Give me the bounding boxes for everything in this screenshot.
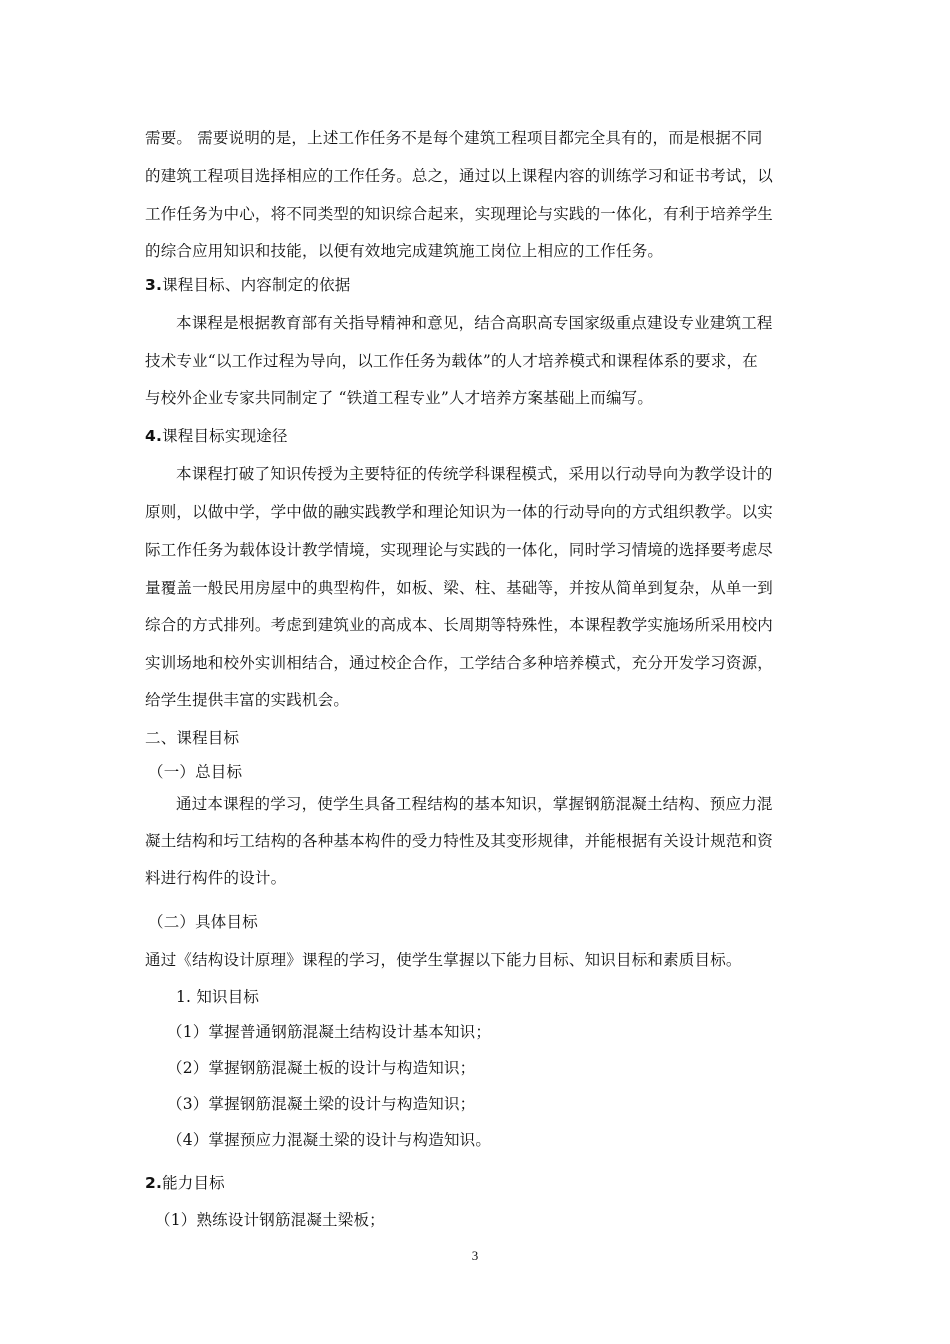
section-heading-3 bbox=[145, 275, 815, 295]
section-heading-4 bbox=[145, 426, 815, 446]
list-item: （1）熟练设计钢筋混凝土梁板； bbox=[155, 1211, 385, 1229]
section-title: 能力目标 bbox=[162, 1174, 225, 1192]
paragraph-line: 实训场地和校外实训相结合，通过校企合作，工学结合多种培养模式，充分开发学习资源， bbox=[145, 654, 774, 672]
paragraph-line: 技术专业“以工作过程为导向，以工作任务为载体”的人才培养模式和课程体系的要求，在 bbox=[145, 352, 758, 370]
section-number: 2. bbox=[145, 1174, 163, 1192]
page-number: 3 bbox=[471, 1248, 479, 1263]
paragraph-line: 原则，以做中学，学中做的融实践教学和理论知识为一体的行动导向的方式组织教学。以实 bbox=[145, 503, 774, 521]
paragraph-line: 与校外企业专家共同制定了 “铁道工程专业”人才培养方案基础上而编写。 bbox=[145, 389, 654, 407]
list-item: （1）掌握普通钢筋混凝土结构设计基本知识； bbox=[167, 1023, 492, 1041]
paragraph-line: 工作任务为中心，将不同类型的知识综合起来，实现理论与实践的一体化，有利于培养学生 bbox=[145, 205, 774, 223]
paragraph-line: 需要。 需要说明的是，上述工作任务不是每个建筑工程项目都完全具有的，而是根据不同 bbox=[145, 129, 763, 147]
list-item: （3）掌握钢筋混凝土梁的设计与构造知识； bbox=[167, 1095, 476, 1113]
paragraph-line: 本课程是根据教育部有关指导精神和意见，结合高职高专国家级重点建设专业建筑工程 bbox=[176, 314, 773, 332]
paragraph-line: 的建筑工程项目选择相应的工作任务。总之，通过以上课程内容的训练学习和证书考试，以 bbox=[145, 167, 774, 185]
section-number: 4. bbox=[145, 427, 163, 445]
paragraph-line: 际工作任务为载体设计教学情境，实现理论与实践的一体化，同时学习情境的选择要考虑尽 bbox=[145, 541, 774, 559]
list-item: （4）掌握预应力混凝土梁的设计与构造知识。 bbox=[167, 1131, 492, 1149]
paragraph-line: 给学生提供丰富的实践机会。 bbox=[145, 691, 350, 709]
list-item: （2）掌握钢筋混凝土板的设计与构造知识； bbox=[167, 1059, 476, 1077]
paragraph-line: 的综合应用知识和技能，以便有效地完成建筑施工岗位上相应的工作任务。 bbox=[145, 242, 664, 260]
paragraph-line: 量覆盖一般民用房屋中的典型构件，如板、梁、柱、基础等，并按从简单到复杂，从单一到 bbox=[145, 579, 774, 597]
paragraph-line: 本课程打破了知识传授为主要特征的传统学科课程模式，采用以行动导向为教学设计的 bbox=[176, 465, 773, 483]
section-title: 课程目标、内容制定的依据 bbox=[162, 276, 351, 294]
section-number: 3. bbox=[145, 276, 163, 294]
section-title: 课程目标实现途径 bbox=[162, 427, 288, 445]
intro-line: 通过《结构设计原理》课程的学习，使学生掌握以下能力目标、知识目标和素质目标。 bbox=[145, 951, 742, 969]
chapter-heading: 二、课程目标 bbox=[145, 729, 240, 747]
paragraph-line: 综合的方式排列。考虑到建筑业的高成本、长周期等特殊性，本课程教学实施场所采用校内 bbox=[145, 616, 774, 634]
paragraph-line: 通过本课程的学习，使学生具备工程结构的基本知识，掌握钢筋混凝土结构、预应力混 bbox=[176, 795, 773, 813]
paragraph-line: 凝土结构和圬工结构的各种基本构件的受力特性及其变形规律，并能根据有关设计规范和资 bbox=[145, 832, 774, 850]
ability-heading bbox=[145, 1173, 815, 1193]
knowledge-title: 1. 知识目标 bbox=[176, 988, 260, 1006]
paragraph-line: 料进行构件的设计。 bbox=[145, 869, 287, 887]
subsection-heading: （一）总目标 bbox=[148, 763, 243, 781]
subsection-heading: （二）具体目标 bbox=[148, 913, 258, 931]
